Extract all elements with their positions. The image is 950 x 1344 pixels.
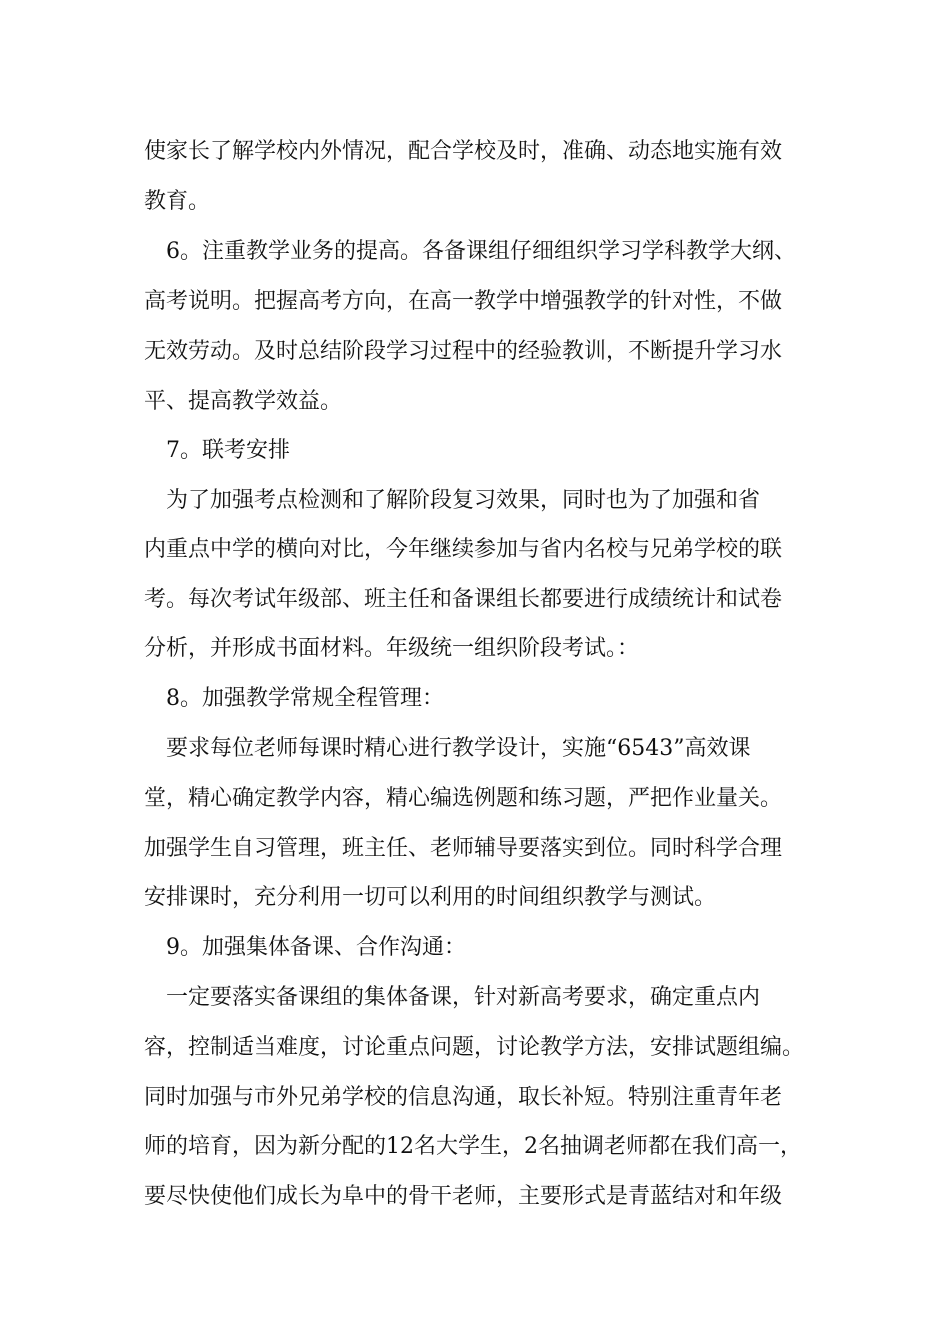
text-line: 8。加强教学常规全程管理： [144,686,444,711]
text-line: 考。每次考试年级部、班主任和备课组长都要进行成绩统计和试卷 [144,587,783,612]
text-line: 一定要落实备课组的集体备课，针对新高考要求，确定重点内 [144,985,761,1010]
text-line: 同时加强与市外兄弟学校的信息沟通，取长补短。特别注重青年老 [144,1085,783,1110]
text-line: 高考说明。把握高考方向，在高一教学中增强教学的针对性，不做 [144,289,783,314]
text-line: 教育。 [144,189,211,214]
text-line: 使家长了解学校内外情况，配合学校及时，准确、动态地实施有效 [144,139,783,164]
text-line: 平、提高教学效益。 [144,389,343,414]
text-line: 安排课时，充分利用一切可以利用的时间组织教学与测试。 [144,885,717,910]
text-line: 堂，精心确定教学内容，精心编选例题和练习题，严把作业量关。 [144,786,783,811]
text-line: 容，控制适当难度，讨论重点问题，讨论教学方法，安排试题组编。 [144,1035,805,1060]
text-line: 分析，并形成书面材料。年级统一组织阶段考试。： [144,636,640,661]
text-line: 为了加强考点检测和了解阶段复习效果，同时也为了加强和省 [144,488,761,513]
text-line: 师的培育，因为新分配的12名大学生，2名抽调老师都在我们高一， [144,1134,802,1159]
text-line: 要尽快使他们成长为阜中的骨干老师，主要形式是青蓝结对和年级 [144,1184,783,1209]
text-line: 内重点中学的横向对比，今年继续参加与省内名校与兄弟学校的联 [144,537,783,562]
text-line: 加强学生自习管理，班主任、老师辅导要落实到位。同时科学合理 [144,836,783,861]
text-line: 要求每位老师每课时精心进行教学设计，实施“6543”高效课 [144,736,751,761]
text-line: 9。加强集体备课、合作沟通： [144,935,466,960]
text-line: 6。注重教学业务的提高。各备课组仔细组织学习学科教学大纲、 [144,239,796,264]
text-line: 无效劳动。及时总结阶段学习过程中的经验教训，不断提升学习水 [144,339,783,364]
text-line: 7。联考安排 [144,438,290,463]
